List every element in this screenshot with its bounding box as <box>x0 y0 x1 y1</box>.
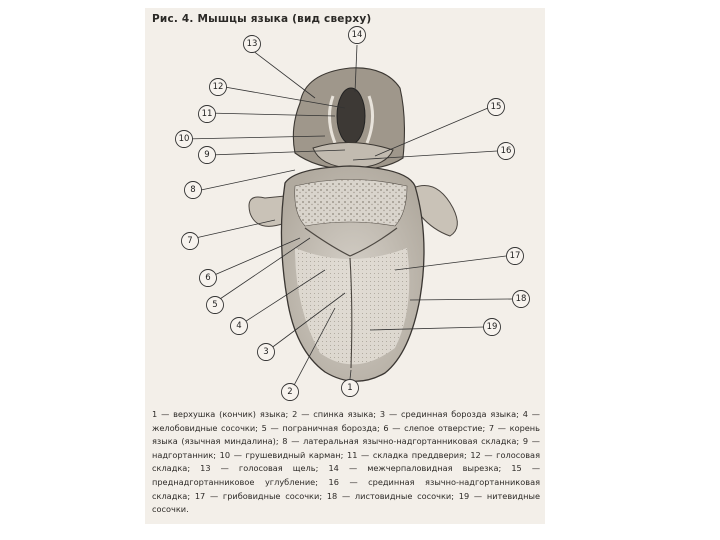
callout-18 <box>513 291 530 308</box>
legend-item: 4 — желобовидные сосочки; <box>152 409 540 433</box>
legend-item: 10 — грушевидный карман; <box>219 449 347 460</box>
legend-item: 18 — листовидные сосочки; <box>326 490 459 501</box>
svg-text:16: 16 <box>500 146 512 156</box>
callout-17 <box>507 248 524 265</box>
legend-item: 2 — спинка языка; <box>292 409 380 419</box>
legend-item: 6 — слепое отверстие; <box>383 422 489 433</box>
callout-13 <box>244 36 261 53</box>
tongue-anatomy-figure <box>145 8 545 408</box>
callout-6 <box>200 270 217 287</box>
svg-text:10: 10 <box>178 134 190 144</box>
legend-item: 17 — грибовидные сосочки; <box>194 490 327 501</box>
tongue-root <box>295 180 407 227</box>
legend-item: 9 — надгортанник; <box>152 436 540 460</box>
legend-item: 5 — пограничная борозда; <box>261 422 384 433</box>
callout-3 <box>258 344 275 361</box>
svg-text:1: 1 <box>347 383 353 393</box>
callout-10 <box>176 131 193 148</box>
svg-text:6: 6 <box>205 273 211 283</box>
callout-8 <box>185 182 202 199</box>
svg-text:8: 8 <box>190 185 196 195</box>
callout-7 <box>182 233 199 250</box>
legend-item: 12 — голосовая складка; <box>152 449 540 474</box>
legend-item: 19 — нитевидные сосочки. <box>152 490 540 515</box>
figure-title: Рис. 4. Мышцы языка (вид сверху) <box>152 13 372 25</box>
svg-text:4: 4 <box>236 321 242 331</box>
legend-item: 13 — голосовая щель; <box>200 463 329 474</box>
callout-9 <box>199 147 216 164</box>
legend-item: 15 — преднадгортанниковое углубление; <box>152 463 541 487</box>
svg-text:15: 15 <box>490 102 502 112</box>
svg-text:5: 5 <box>212 300 218 310</box>
svg-text:9: 9 <box>204 150 210 160</box>
callout-11 <box>199 106 216 123</box>
legend-item: 3 — срединная борозда языка; <box>379 409 523 419</box>
svg-text:13: 13 <box>246 39 258 49</box>
legend-item: 11 — складка преддверия; <box>347 449 471 460</box>
svg-text:2: 2 <box>287 387 293 397</box>
legend-item: 8 — латеральная язычно-надгортанниковая складка; <box>282 436 523 447</box>
callout-19 <box>484 319 501 336</box>
legend-item: 16 — срединная язычно-надгортанниковая складка; <box>152 476 541 501</box>
callout-1 <box>342 380 359 397</box>
svg-text:12: 12 <box>212 82 224 92</box>
callout-12 <box>210 79 227 96</box>
callout-2 <box>282 384 299 401</box>
svg-text:19: 19 <box>486 322 498 332</box>
legend-item: 14 — межчерпаловидная вырезка; <box>328 463 512 474</box>
svg-text:11: 11 <box>201 109 213 119</box>
callout-5 <box>207 297 224 314</box>
callout-16 <box>498 143 515 160</box>
svg-text:17: 17 <box>509 251 521 261</box>
callout-4 <box>231 318 248 335</box>
callout-15 <box>488 99 505 116</box>
svg-text:7: 7 <box>187 236 193 246</box>
callout-14 <box>349 27 366 44</box>
svg-text:18: 18 <box>515 294 527 304</box>
legend-item: 1 — верхушка (кончик) языка; <box>152 409 293 419</box>
svg-text:3: 3 <box>263 347 269 357</box>
glottis <box>337 88 365 144</box>
figure-legend <box>152 408 540 517</box>
scanned-page <box>145 8 545 524</box>
svg-text:14: 14 <box>351 30 363 40</box>
legend-item: 7 — корень языка (язычная миндалина); <box>152 422 540 447</box>
